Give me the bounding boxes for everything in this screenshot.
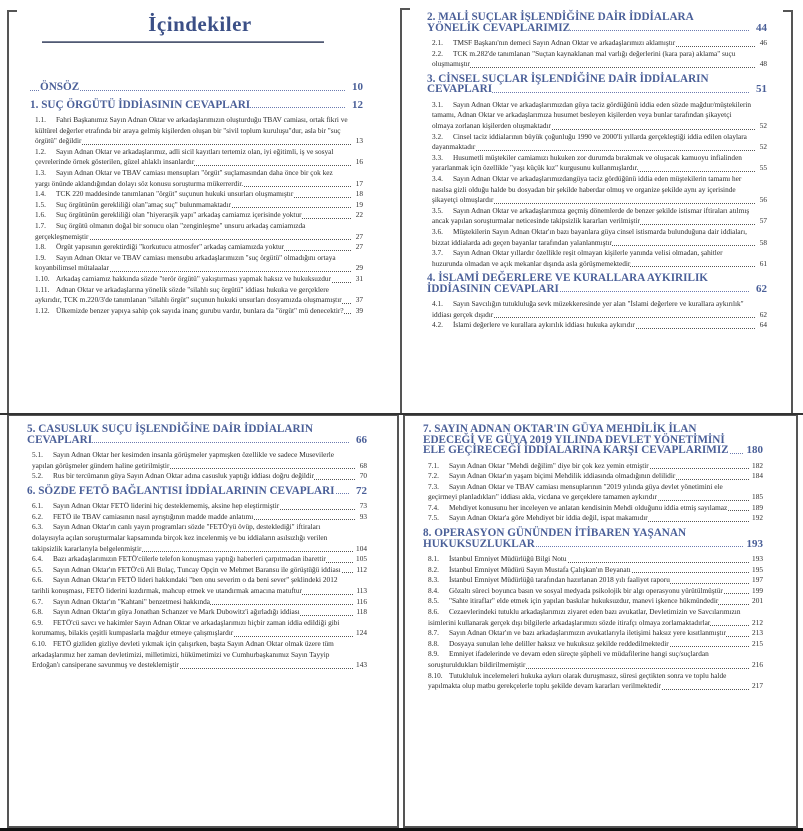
- entry-page-number: 27: [355, 242, 363, 252]
- toc-entry[interactable]: [432, 248, 767, 269]
- entry-page-number: 213: [752, 628, 763, 638]
- entry-number: 3.1.: [432, 100, 453, 111]
- entry-page-number: 19: [355, 199, 363, 209]
- entry-page-number: 61: [759, 258, 767, 268]
- entry-title: Fahri Başkanımız Sayın Adnan Oktar ve arkadaşlarımızın oluşturduğu TBAV camiası, ortak fikri ve kültürel değerler etrafında bir araya gelmiş kişilerden oluşan bir "sivil toplum kuruluşu"dur, asla bir "suç örgütü" değildir: [35, 115, 348, 146]
- entry-page-number: 116: [356, 596, 367, 606]
- entry-title: İstanbul Emniyet Müdürü Sayın Mustafa Çalışkan'ın Beyanatı: [449, 564, 631, 574]
- entry-title: Rus bir tercümanın güya Sayın Adnan Oktar adına casusluk yaptığı iddiası doğru değildir: [53, 471, 315, 481]
- entry-number: 8.9.: [428, 649, 449, 660]
- entry-number: 4.1.: [432, 299, 453, 310]
- entry-page-number: 29: [355, 263, 363, 273]
- entry-number: 1.6.: [35, 210, 56, 221]
- entry-number: 7.5.: [428, 513, 449, 524]
- entry-page-number: 215: [752, 638, 763, 648]
- section-title: 8. OPERASYON GÜNÜNDEN İTİBAREN YAŞANAN HUKUKSUZLUKLAR: [423, 527, 687, 550]
- entry-number: 1.12.: [35, 306, 56, 317]
- toc-entry[interactable]: [428, 461, 763, 472]
- entry-number: 1.11.: [35, 285, 56, 296]
- entry-title: Dosyaya sunulan lehe deliller haksız ve hukuksuz şekilde reddedilmektedir: [449, 638, 669, 648]
- entry-number: 1.10.: [35, 274, 56, 285]
- entry-title: Sayın Adnan Oktar "Mehdi değilim" diye bir çok kez yemin etmiştir: [449, 460, 649, 470]
- toc-entry[interactable]: [428, 554, 763, 565]
- entry-page-number: 70: [359, 471, 367, 481]
- section-title: 3. CİNSEL SUÇLAR İŞLENDİĞİNE DAİR İDDİALARIN CEVAPLARI: [427, 72, 709, 96]
- toc-section-heading[interactable]: [427, 12, 767, 33]
- entry-page-number: 124: [356, 628, 367, 638]
- entry-page-number: 212: [752, 617, 763, 627]
- section-page-number: 66: [353, 435, 367, 446]
- entry-number: 7.1.: [428, 461, 449, 472]
- entry-number: 1.2.: [35, 147, 56, 158]
- entry-title: Sayın Adnan Oktar ve TBAV camiası mensuplarının "2019 yılında güya devlet yönetimini ele geçirmeyi planladıkları" iddiası akla, vicdana ve gerçeklere tamamen aykırıdır: [428, 481, 723, 502]
- entry-title: Gözaltı süreci boyunca basın ve sosyal medyada psikolojik bir algı operasyonu yürütülmüştür: [449, 585, 723, 595]
- entry-page-number: 199: [752, 585, 763, 595]
- entry-number: 6.7.: [32, 597, 53, 608]
- entry-number: 5.2.: [32, 471, 53, 482]
- toc-list: [427, 8, 767, 331]
- toc-entry[interactable]: [35, 147, 363, 168]
- toc-section-heading[interactable]: [423, 424, 763, 456]
- entry-title: Sayın Adnan Oktar'ın canlı yayın programları sözde "FETÖ'yü övüp, desteklediği" iftiraları dolayısıyla açılan soruşturmalar kapsamında birçok kez incelenmiş ve bu iddiaların asılsızlığı verilen takipsizlik kararlarıyla belgelenmiştir: [32, 522, 328, 553]
- entry-number: 6.3.: [32, 522, 53, 533]
- toc-entry[interactable]: [32, 607, 367, 618]
- entry-page-number: 73: [359, 501, 367, 511]
- section-page-number: 193: [744, 539, 764, 550]
- entry-number: 8.1.: [428, 554, 449, 565]
- entry-title: İstanbul Emniyet Müdürlüğü tarafından hazırlanan 2018 yılı faaliyet raporu: [449, 575, 670, 585]
- section-title: 4. İSLAMİ DEĞERLERE VE KURALLARA AYKIRILIK İDDİASININ CEVAPLARI: [427, 272, 708, 295]
- entry-page-number: 22: [355, 210, 363, 220]
- entry-page-number: 93: [359, 511, 367, 521]
- entry-number: 8.10.: [428, 671, 449, 682]
- entry-page-number: 201: [752, 596, 763, 606]
- toc-section-heading[interactable]: [427, 74, 767, 95]
- entry-title: FETÖ ile TBAV camiasının nasıl ayrıştığının madde madde anlatımı: [53, 511, 254, 521]
- section-page-number: 72: [353, 486, 367, 497]
- entry-number: 1.7.: [35, 221, 56, 232]
- entry-title: Sayın Adnan Oktar'ın güya Jonathan Schanzer ve Mark Dubowitz'i ağırladığı iddiası: [53, 607, 300, 617]
- entry-number: 7.4.: [428, 503, 449, 514]
- entry-number: 8.3.: [428, 575, 449, 586]
- entry-title: Sayın Adnan Oktar'a göre Mehdiyet bir iddia değil, ispat makamıdır: [449, 513, 648, 523]
- toc-entry[interactable]: [432, 206, 767, 227]
- entry-page-number: 31: [355, 273, 363, 283]
- toc-section-heading[interactable]: [27, 486, 367, 497]
- entry-page-number: 27: [355, 231, 363, 241]
- section-page-number: 51: [753, 84, 767, 95]
- entry-page-number: 18: [355, 189, 363, 199]
- section-title: 2. MALİ SUÇLAR İŞLENDİĞİNE DAİR İDDİALARA YÖNELİK CEVAPLARIMIZ: [427, 11, 694, 34]
- toc-entry[interactable]: [35, 189, 363, 200]
- entry-number: 3.7.: [432, 248, 453, 259]
- toc-entry[interactable]: [428, 503, 763, 514]
- entry-number: 1.4.: [35, 189, 56, 200]
- entry-number: 3.6.: [432, 227, 453, 238]
- section-title: 6. SÖZDE FETÖ BAĞLANTISI İDDİALARININ CEVAPLARI: [27, 484, 335, 497]
- toc-section-heading[interactable]: [27, 424, 367, 445]
- entry-number: 6.5.: [32, 565, 53, 576]
- horizontal-divider: [0, 413, 803, 415]
- entry-page-number: 143: [356, 660, 367, 670]
- entry-number: 8.6.: [428, 607, 449, 618]
- entry-page-number: 13: [355, 136, 363, 146]
- entry-title: Suç örgütünün gerekliliği olan"amaç suç" bulunmamaktadır: [56, 199, 232, 209]
- toc-entry[interactable]: [32, 471, 367, 482]
- entry-page-number: 17: [355, 178, 363, 188]
- entry-number: 3.4.: [432, 174, 453, 185]
- entry-title: Tutukluluk incelemeleri hukuka aykırı olarak duruşmasız, süresi geçtikten sonra ve toplu halde yapılmakta olup matbu gerekçelerle toplu şekilde devam kararları verilmektedir: [428, 670, 727, 691]
- toc-entry[interactable]: [428, 649, 763, 670]
- toc-entry[interactable]: [432, 38, 767, 49]
- toc-entry[interactable]: [432, 299, 767, 320]
- toc-entry[interactable]: [428, 596, 763, 607]
- page-border-left: [400, 8, 410, 414]
- toc-list: [27, 420, 367, 671]
- entry-page-number: 37: [355, 295, 363, 305]
- entry-page-number: 189: [752, 502, 763, 512]
- entry-title: FETÖ'cü savcı ve hakimler Sayın Adnan Oktar ve arkadaşlarımızı hiçbir zaman iddia edildiği gibi korumamış, bilakis çeşitli kumpaslarla mağdur etmeye çalışmışlardır: [32, 617, 340, 638]
- toc-entry[interactable]: [432, 227, 767, 248]
- toc-list: [30, 82, 363, 316]
- entry-page-number: 216: [752, 660, 763, 669]
- entry-page-number: 62: [759, 309, 767, 319]
- toc-entry[interactable]: [35, 285, 363, 306]
- toc-entry[interactable]: [432, 49, 767, 70]
- entry-page-number: 192: [752, 513, 763, 523]
- entry-title: Sayın Adnan Oktar ve arkadaşlarımızdangüya taciz gördüğünü iddia eden müştekilerin tamamı her nasılsa gizli olduğu halde bu dosyadan bir şekilde haberdar olmuş ve organize şekilde aynı ay içerisinde şikayetçi olmuşlardır: [432, 173, 742, 205]
- entry-page-number: 197: [752, 575, 763, 585]
- toc-entry[interactable]: [35, 253, 363, 274]
- entry-page-number: 195: [752, 564, 763, 574]
- entry-page-number: 58: [759, 237, 767, 247]
- entry-number: 1.8.: [35, 242, 56, 253]
- entry-page-number: 48: [759, 59, 767, 69]
- entry-title: Müştekilerin Sayın Adnan Oktar'ın bazı bayanlara güya cinsel istismarda bulunduğuna dair iddiaları, bizzat iddialarda adı geçen bayanlar tarafından yalanlanmıştır: [432, 226, 747, 247]
- toc-entry[interactable]: [32, 575, 367, 596]
- toc-section-heading[interactable]: [423, 528, 763, 549]
- toc-list: [423, 420, 763, 692]
- toc-entry[interactable]: [432, 320, 767, 331]
- toc-entry[interactable]: [35, 242, 363, 253]
- toc-entry[interactable]: [428, 482, 763, 503]
- entry-page-number: 185: [752, 492, 763, 502]
- toc-entry[interactable]: [32, 597, 367, 608]
- entry-number: 3.5.: [432, 206, 453, 217]
- entry-number: 6.4.: [32, 554, 53, 565]
- entry-title: Cezaevlerindeki tutuklu arkadaşlarımızı ziyaret eden bazı avukatlar, Devletimizin ve Savcılarımızın isimlerini kullanarak gerçek dışı bilgilerle arkadaşlarımızı sözde itirafçı olmaya zorlamaktadırlar: [428, 607, 741, 627]
- section-page-number: 12: [349, 100, 363, 111]
- entry-number: 1.3.: [35, 168, 56, 179]
- toc-page-2: [400, 0, 803, 414]
- entry-page-number: 104: [356, 543, 367, 553]
- entry-number: 6.1.: [32, 501, 53, 512]
- entry-title: TMSF Başkanı'nın demeci Sayın Adnan Oktar ve arkadaşlarımızı aklamıştır: [453, 38, 676, 47]
- entry-title: Suç örgütünün gerekliliği olan "hiyerarşik yapı" arkadaş camiamız içerisinde yoktur: [56, 210, 302, 220]
- entry-title: Sayın Adnan Oktar ve arkadaşlarımıza geçmiş dönemlerde de benzer şekilde istismar iftiraları atılmış ancak yapılan soruşturmalar neticesinde takipsizlik kararları verilmiştir: [432, 205, 750, 226]
- toc-entry[interactable]: [32, 512, 367, 523]
- entry-page-number: 184: [752, 471, 763, 481]
- toc-page-1: [0, 0, 400, 414]
- entry-title: Sayın Savcılığın tutukluluğa sevk müzekkeresinde yer alan "İslami değerlere ve kurallara aykırılık" iddiası gerçek dışıdır: [432, 299, 744, 319]
- entry-page-number: 55: [759, 163, 767, 173]
- toc-entry[interactable]: [428, 513, 763, 524]
- entry-title: Ülkemizde benzer yapıya sahip çok sayıda inanç gurubu vardır, bunlara da "örgüt" mü denecektir?: [56, 305, 344, 315]
- toc-entry[interactable]: [35, 115, 363, 147]
- toc-entry[interactable]: [428, 471, 763, 482]
- entry-number: 1.9.: [35, 253, 56, 264]
- entry-title: Sayın Adnan Oktar FETÖ liderini hiç desteklememiş, aksine hep eleştirmiştir: [53, 501, 280, 511]
- page-title: İçindekiler: [148, 12, 252, 36]
- entry-title: Cinsel taciz iddialarının büyük çoğunluğu 1990 ve 2000'li yıllarda gerçekleştiği iddia edilen olaylara dayanmaktadır: [432, 131, 747, 152]
- toc-entry[interactable]: [35, 274, 363, 285]
- section-page-number: 10: [349, 82, 363, 93]
- entry-title: Sayın Adnan Oktar ve arkadaşlarımızdan güya taciz gördüğünü iddia eden sözde mağdur/müştekilerin tamamı, Adnan Oktar ve arkadaşlarımıza husumet besleyen kişilerden veya bunlar tarafından şikayetçi olmaya zorlanan kişilerden oluşmaktadır: [432, 99, 752, 130]
- entry-title: Emniyet ifadelerinde ve devam eden süreçte şüpheli ve müdafilerine hangi suç/suçlardan soruşturuldukları bildirilmemiştir: [428, 649, 709, 669]
- entry-page-number: 46: [759, 38, 767, 47]
- section-page-number: 180: [744, 445, 764, 456]
- toc-page-3: [0, 414, 401, 831]
- section-page-number: 44: [753, 23, 767, 34]
- entry-number: 2.1.: [432, 38, 453, 49]
- toc-entry[interactable]: [428, 586, 763, 597]
- entry-title: FETÖ gizliden gizliye devleti yıkmak için çalışırken, başta Sayın Adnan Oktar olmak üzere tüm arkadaşlarımız her zaman devletimizi, milletimizi, hükümetimizi ve Cumhurbaşkanımız Sayın Tayyip Erdoğan'ı cansiperane savunmuş ve desteklemiştir: [32, 639, 334, 670]
- entry-page-number: 193: [752, 554, 763, 564]
- toc-entry[interactable]: [35, 306, 363, 317]
- entry-page-number: 56: [759, 195, 767, 205]
- entry-title: Sayın Adnan Oktar'ın "Kahtani" benzetmesi hakkında: [53, 596, 211, 606]
- entry-title: Suç örgütü olmanın doğal bir sonucu olan "zenginleşme" unsuru arkadaş camiamızda gerçekleşmemiştir: [35, 220, 306, 241]
- entry-page-number: 52: [759, 120, 767, 130]
- entry-number: 7.2.: [428, 471, 449, 482]
- entry-number: 1.5.: [35, 200, 56, 211]
- entry-title: Örgüt yapısının gerektirdiği "korkutucu atmosfer" arkadaş camiamızda yoktur: [56, 242, 285, 252]
- toc-entry[interactable]: [32, 554, 367, 565]
- entry-title: Sayın Adnan Oktar her kesimden insanla görüşmeler yapmışken özellikle ve sadece Musevilerle yapılan görüşmeler gündem haline getirilmiştir: [32, 450, 335, 470]
- toc-entry[interactable]: [428, 607, 763, 628]
- entry-number: 3.3.: [432, 153, 453, 164]
- entry-title: Sayın Adnan Oktar yıllardır özellikle reşit olmayan kişilerle yanında velisi olmadan, şahitler huzurunda olmadan ve açık mekanlar dışında asla görüşmemektedir: [432, 248, 723, 268]
- section-title: 1. SUÇ ÖRGÜTÜ İDDİASININ CEVAPLARI: [30, 98, 251, 111]
- toc-entry[interactable]: [432, 100, 767, 132]
- entry-number: 6.8.: [32, 607, 53, 618]
- entry-page-number: 52: [759, 142, 767, 152]
- entry-title: Sayın Adnan Oktar'ın FETÖ lideri hakkındaki "ben onu severim o da beni sever" şeklindeki 2012 tarihli konuşması, FETÖ liderini kızdırmak, mahcup etmek ve utandırmak amacına matuftur: [32, 575, 338, 596]
- toc-section-heading[interactable]: [30, 100, 363, 111]
- toc-entry[interactable]: [32, 639, 367, 671]
- entry-number: 6.10.: [32, 639, 53, 650]
- toc-entry[interactable]: [32, 618, 367, 639]
- entry-title: Arkadaş camiamız hakkında sözde "terör örgütü" yakıştırması yapmak haksız ve hukuksuzdur: [56, 273, 331, 283]
- entry-number: 4.2.: [432, 320, 453, 331]
- entry-page-number: 16: [355, 157, 363, 167]
- entry-number: 8.5.: [428, 596, 449, 607]
- toc-entry[interactable]: [32, 565, 367, 576]
- entry-number: 6.6.: [32, 575, 53, 586]
- toc-section-heading[interactable]: [30, 82, 363, 93]
- toc-entry[interactable]: [32, 501, 367, 512]
- page-border: [7, 10, 17, 414]
- toc-page-4: [401, 414, 803, 831]
- entry-title: TCK 220 maddesinde tanımlanan "örgüt" suçunun hukuki unsurları oluşmamıştır: [56, 189, 294, 199]
- entry-page-number: 217: [752, 681, 763, 691]
- toc-entry[interactable]: [35, 221, 363, 242]
- entry-title: İslami değerlere ve kurallara aykırılık iddiası hukuka aykırıdır: [453, 320, 635, 330]
- toc-entry[interactable]: [432, 153, 767, 174]
- toc-entry[interactable]: [32, 522, 367, 554]
- entry-title: İstanbul Emniyet Müdürlüğü Bilgi Notu: [449, 554, 567, 564]
- entry-number: 1.1.: [35, 115, 56, 126]
- entry-title: TCK m.282'de tanımlanan "Suçtan kaynaklanan mal varlığı değerlerini (kara para) aklama" suçu oluşmamıştır: [432, 48, 736, 69]
- entry-title: Mehdiyet konusunu her inceleyen ve anlatan kendisinin Mehdi olduğunu iddia etmiş sayılamaz: [449, 502, 728, 512]
- section-page-number: 62: [753, 284, 767, 295]
- toc-entry[interactable]: [428, 565, 763, 576]
- entry-number: 7.3.: [428, 482, 449, 493]
- entry-page-number: 57: [759, 216, 767, 226]
- entry-title: Sayın Adnan Oktar ve arkadaşlarımız, adli sicil kayıtları tertemiz olan, iyi eğitimli, iş ve sosyal çevrelerinde örnek gösterilen, güzel ahlaklı insanlardır: [35, 146, 334, 167]
- toc-entry[interactable]: [428, 639, 763, 650]
- entry-page-number: 182: [752, 460, 763, 470]
- toc-entry[interactable]: [428, 575, 763, 586]
- entry-page-number: 39: [355, 305, 363, 315]
- entry-title: "Sahte itiraflar" elde etmek için yapılan baskılar hukuksuzdur, manevi işkence hükmündedir: [449, 596, 719, 606]
- section-title: 7. SAYIN ADNAN OKTAR'IN GÜYA MEHDİLİK İLAN EDECEĞİ VE GÜYA 2019 YILINDA DEVLET YÖNETİMİNİ ELE GEÇİRECEĞİ İDDİALARINA KARŞI CEVAPLARIMIZ: [423, 423, 729, 456]
- entry-title: Husumetli müştekiler camiamızı hukuken zor durumda bırakmak ve oluşacak kamuoyu infialinden yararlanmak için özellikle "yaşı küçük kız" kurgusunu kullanmışlardır.: [432, 152, 742, 173]
- entry-title: Sayın Adnan Oktar'ın FETÖ'cü Ali Bulaç, Tuncay Opçin ve Mehmet Baransu ile görüştüğü iddiası: [53, 564, 341, 574]
- toc-section-heading[interactable]: [427, 273, 767, 294]
- entry-page-number: 105: [356, 554, 367, 564]
- section-title: 5. CASUSLUK SUÇU İŞLENDİĞİNE DAİR İDDİALARIN CEVAPLARI: [27, 423, 313, 446]
- entry-page-number: 64: [759, 320, 767, 330]
- entry-number: 6.2.: [32, 512, 53, 523]
- entry-title: Sayın Adnan Oktar'ın ve bazı arkadaşlarımızın avukatlarıyla iletişimi haksız yere kısıtlanmıştır: [449, 628, 726, 638]
- toc-entry[interactable]: [35, 168, 363, 189]
- entry-page-number: 68: [359, 460, 367, 470]
- toc-entry[interactable]: [428, 671, 763, 692]
- entry-title: Bazı arkadaşlarımızın FETÖ'cülerle telefon konuşması yaptığı haberleri çarpıtmadan ibarettir: [53, 554, 326, 564]
- toc-entry[interactable]: [35, 210, 363, 221]
- toc-entry[interactable]: [432, 174, 767, 206]
- entry-number: 5.1.: [32, 450, 53, 461]
- entry-number: 6.9.: [32, 618, 53, 629]
- entry-number: 3.2.: [432, 132, 453, 143]
- entry-title: Adnan Oktar ve arkadaşlarına yönelik sözde "silahlı suç örgütü" iddiası hukuka ve gerçeklere aykırıdır, TCK m.220/3'de tanımlanan "silahlı örgüt" suçunun hukuki unsurları dosyamızda oluşmamıştır: [35, 284, 342, 305]
- entry-number: 8.2.: [428, 565, 449, 576]
- toc-entry[interactable]: [428, 628, 763, 639]
- title-underline: [42, 41, 324, 43]
- entry-page-number: 113: [356, 586, 367, 596]
- entry-page-number: 118: [356, 607, 367, 617]
- toc-entry[interactable]: [32, 450, 367, 471]
- toc-entry[interactable]: [432, 132, 767, 153]
- section-title: ÖNSÖZ: [40, 81, 80, 93]
- entry-number: 8.7.: [428, 628, 449, 639]
- entry-page-number: 112: [356, 564, 367, 574]
- toc-entry[interactable]: [35, 200, 363, 211]
- page-border-right: [783, 10, 793, 414]
- entry-title: Sayın Adnan Oktar'ın yaşam biçimi Mehdilik iddiasında olmadığının delilidir: [449, 471, 676, 481]
- entry-title: Sayın Adnan Oktar ve TBAV camiası mensupları "örgüt" suçlamasından daha önce bir çok kez yargı önünde aklandığından dolayı söz konusu soruşturma mükerrerdir.: [35, 167, 333, 188]
- entry-number: 2.2.: [432, 49, 453, 60]
- entry-number: 8.8.: [428, 639, 449, 650]
- entry-title: Sayın Adnan Oktar ve TBAV camiası mensubu arkadaşlarımızın "suç örgütü" olmadığını ortaya koyanbilimsel mütalaalar: [35, 252, 336, 273]
- entry-number: 8.4.: [428, 586, 449, 597]
